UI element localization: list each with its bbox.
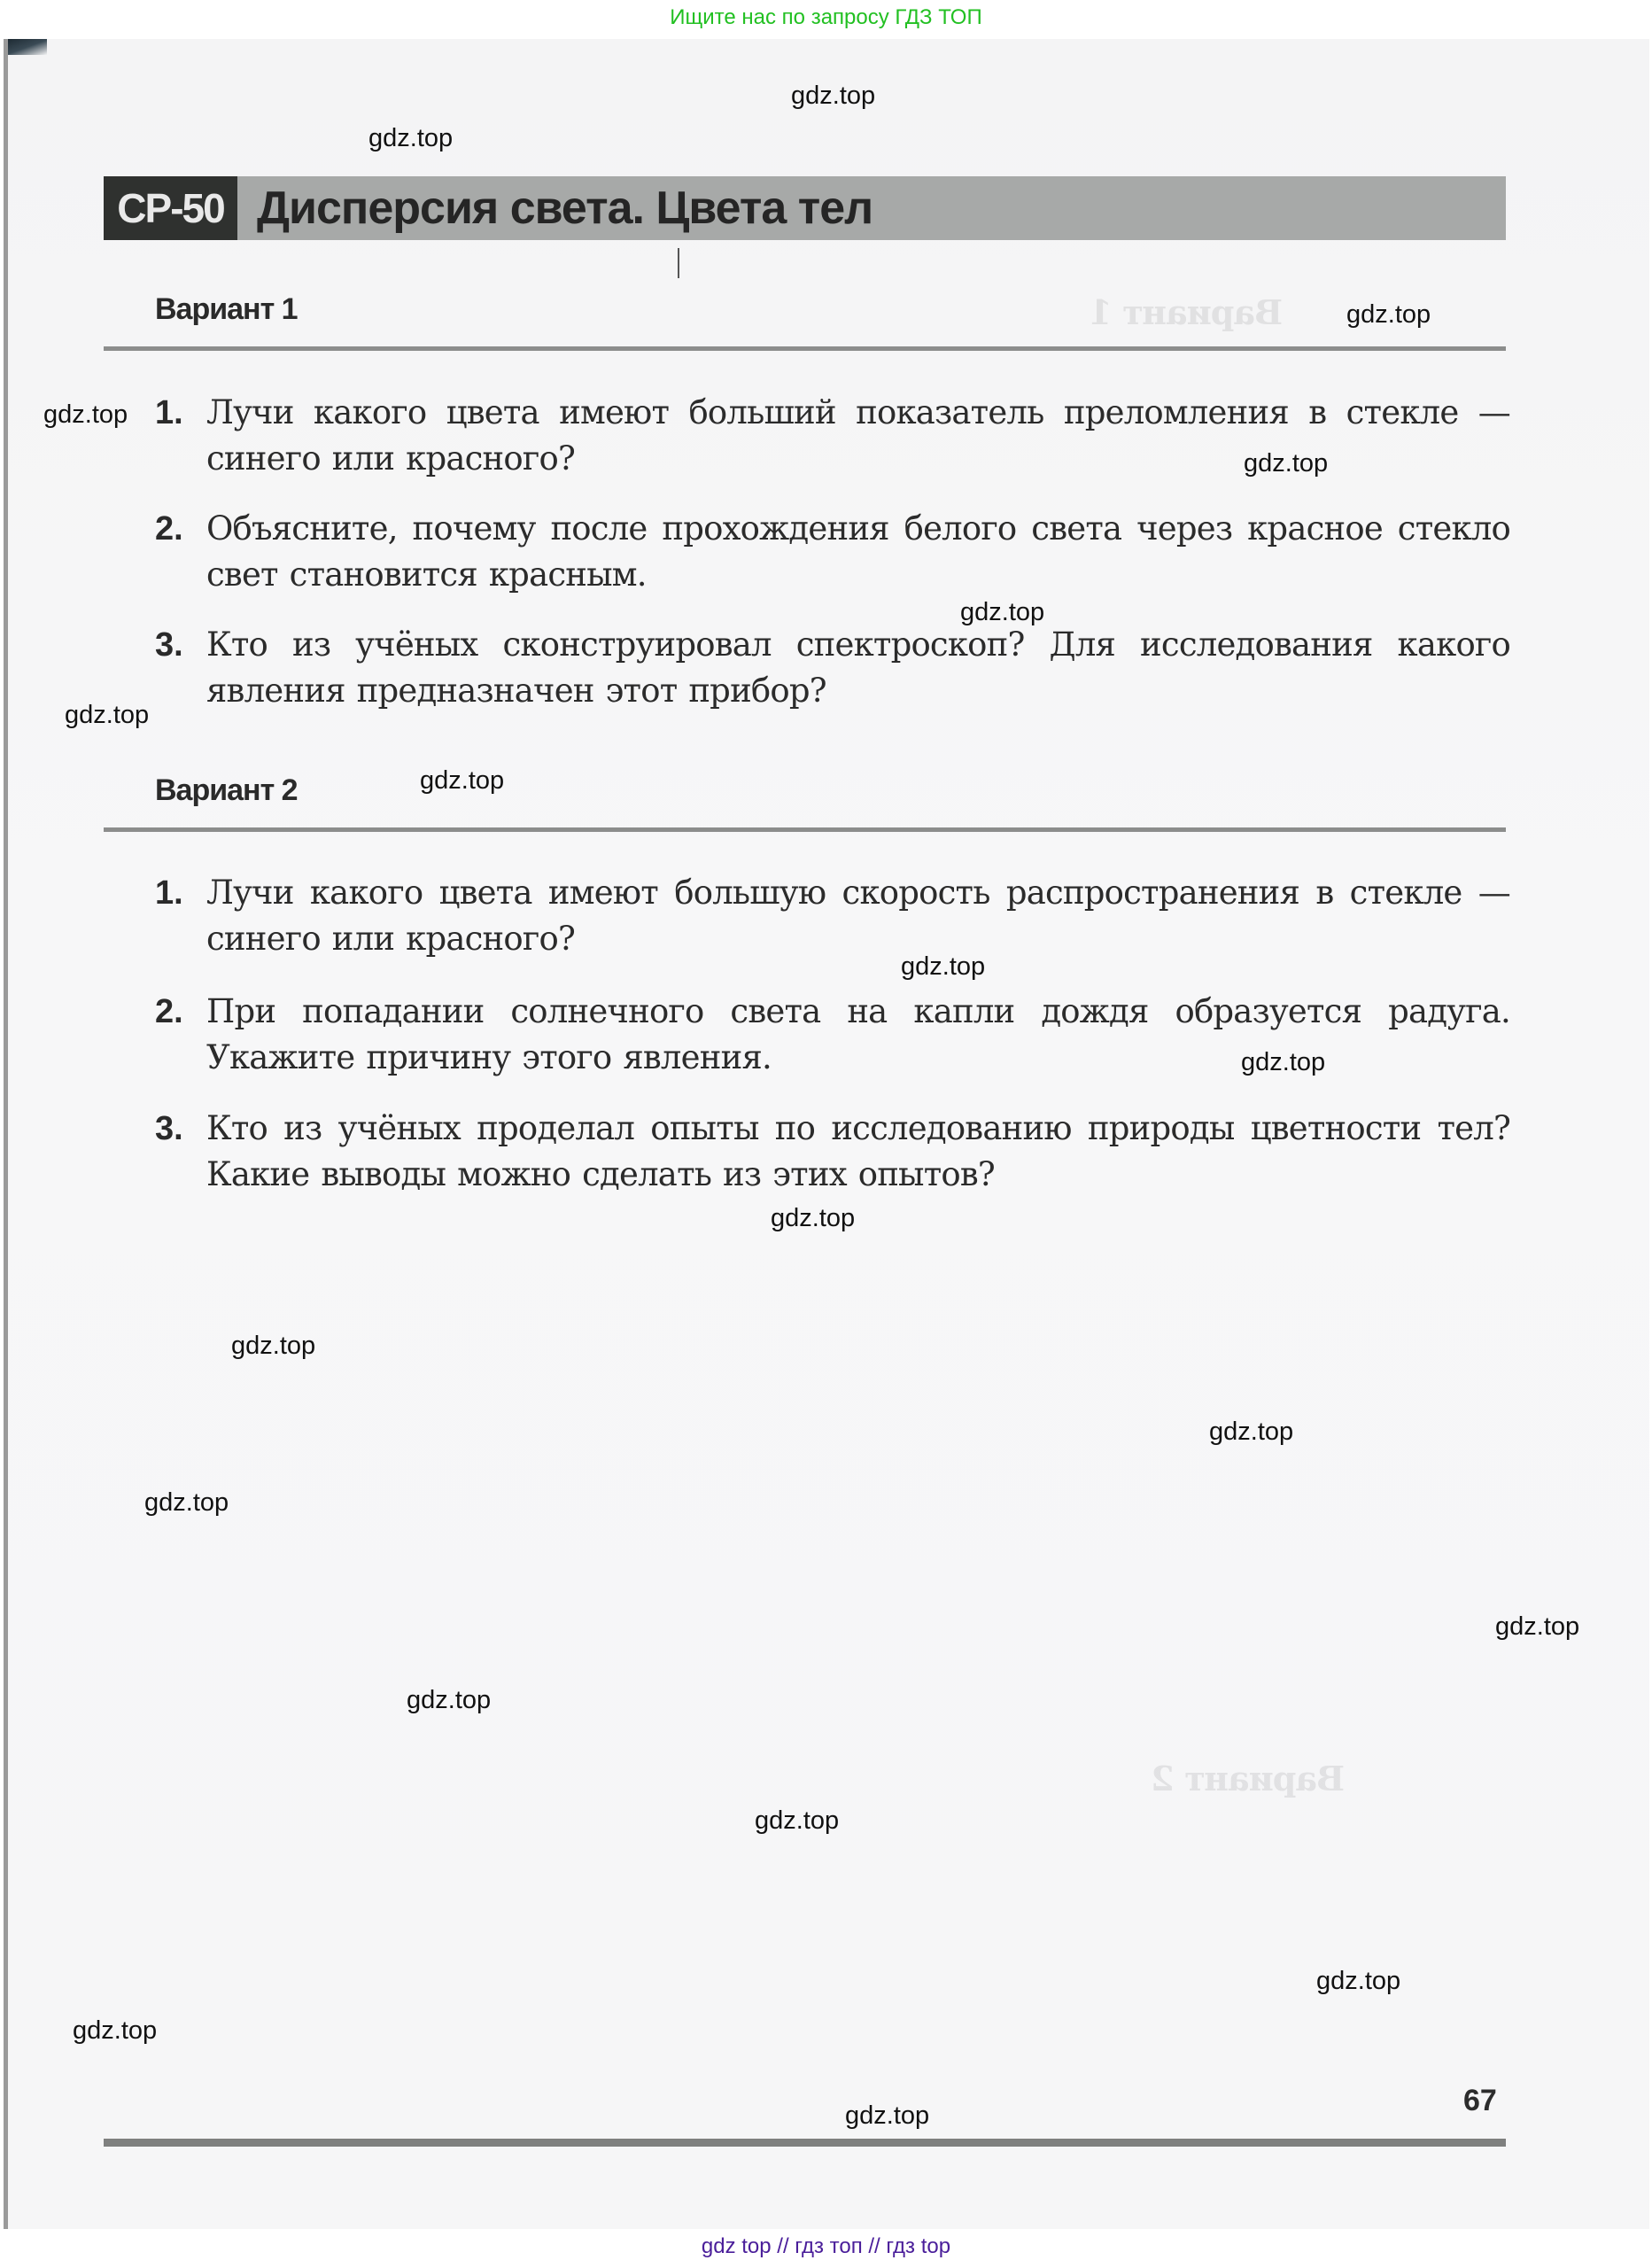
question-number: 3. [155,626,183,664]
question-number: 2. [155,510,183,548]
watermark: gdz.top [1495,1612,1580,1641]
page-corner-shadow [8,39,47,55]
variant-2-rule [104,827,1506,832]
watermark: gdz.top [73,2016,158,2045]
variant-1-heading: Вариант 1 [155,292,298,326]
watermark: gdz.top [755,1806,840,1835]
section-header [104,176,1506,240]
question-number: 2. [155,993,183,1030]
section-title: Дисперсия света. Цвета тел [257,183,873,234]
variant-1-question-2 [155,506,1510,598]
question-text: Лучи какого цвета имеют большую скорость распространения в стекле — синего или красного? [206,874,1510,958]
question-number: 1. [155,874,183,912]
watermark: gdz.top [65,701,150,729]
section-badge: СР-50 [104,176,237,240]
variant-2-question-1 [155,870,1510,962]
question-text: Кто из учёных проделал опыты по исследованию природы цветности тел? Какие выводы можно сделать из этих опытов? [206,1109,1510,1193]
watermark: gdz.top [791,82,876,110]
watermark: gdz.top [771,1204,856,1232]
question-number: 3. [155,1110,183,1147]
watermark: gdz.top [901,952,986,981]
watermark: gdz.top [231,1332,316,1360]
watermark: gdz.top [1209,1418,1294,1446]
variant-1-question-3 [155,622,1510,714]
question-text: Объясните, почему после прохождения белого света через красное стекло свет становится красным. [206,509,1510,594]
watermark: gdz.top [960,598,1045,626]
watermark: gdz.top [1241,1048,1326,1076]
scan-artifact [678,248,679,278]
watermark: gdz.top [845,2101,930,2130]
watermark: gdz.top [43,400,128,429]
question-text: Лучи какого цвета имеют больший показатель преломления в стекле — синего или красного? [206,393,1510,478]
variant-2-question-3 [155,1106,1510,1198]
bleed-through-decoration: Вариант 2 [1152,1759,1346,1798]
page-number: 67 [1463,2084,1497,2117]
page-bottom-rule [104,2139,1506,2147]
watermark: gdz.top [1316,1967,1401,1995]
variant-1-rule [104,346,1506,351]
footer-banner[interactable]: gdz top // гдз топ // гдз top [0,2229,1652,2268]
question-text: При попадании солнечного света на капли дождя образуется радуга. Укажите причину этого явления. [206,992,1510,1076]
watermark: gdz.top [1244,449,1329,478]
watermark: gdz.top [420,766,505,795]
watermark: gdz.top [144,1488,229,1517]
bleed-through-decoration: Вариант 1 [1090,292,1284,332]
watermark: gdz.top [1346,300,1431,329]
top-banner[interactable]: Ищите нас по запросу ГДЗ ТОП [0,0,1652,39]
question-text: Кто из учёных сконструировал спектроскоп? Для исследования какого явления предназначен этот прибор? [206,625,1510,710]
watermark: gdz.top [368,124,454,152]
variant-2-heading: Вариант 2 [155,773,298,807]
watermark: gdz.top [407,1686,492,1714]
question-number: 1. [155,394,183,431]
